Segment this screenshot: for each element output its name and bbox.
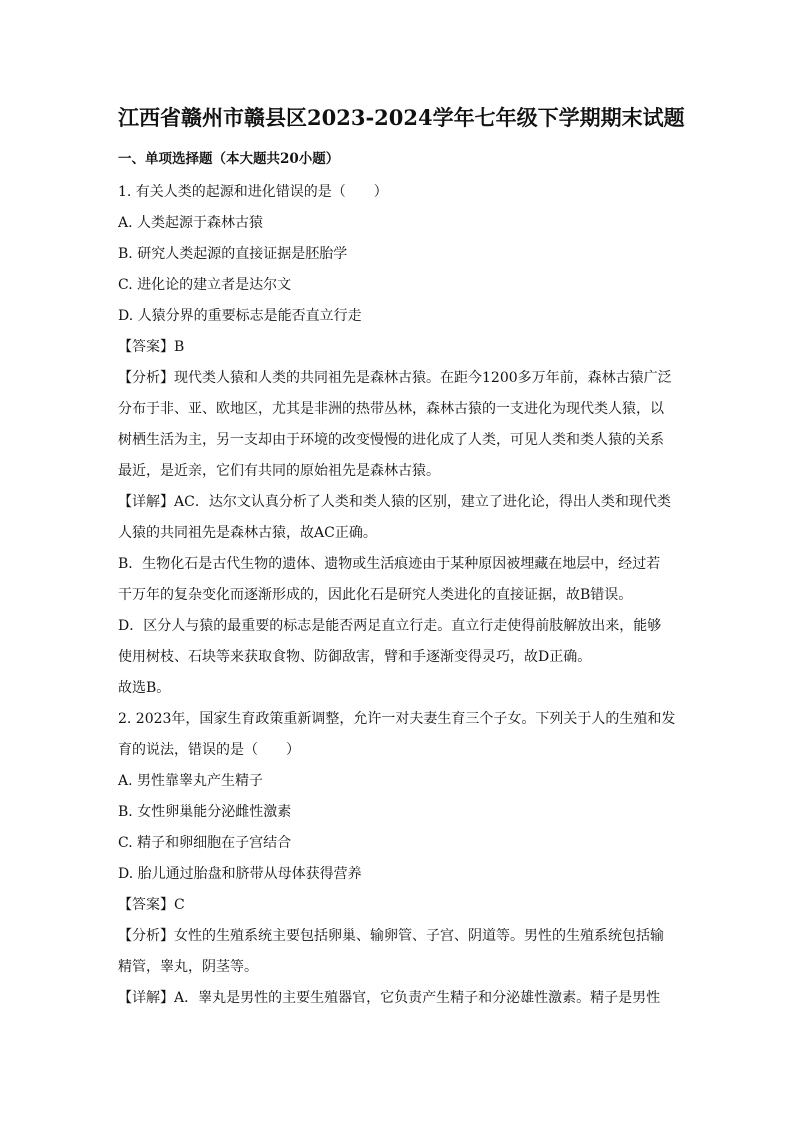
question-stem: 1. 有关人类的起源和进化错误的是（ ） — [118, 184, 388, 200]
option-b: B. 研究人类起源的直接证据是胚胎学 — [118, 246, 348, 262]
option-c: C. 进化论的建立者是达尔文 — [118, 277, 292, 293]
detail-line: 【详解】A．睾丸是男性的主要生殖器官，它负责产生精子和分泌雄性激素。精子是男性 — [118, 990, 661, 1006]
option-d: D. 胎儿通过胎盘和脐带从母体获得营养 — [118, 866, 362, 882]
question-stem: 2. 2023年，国家生育政策重新调整，允许一对夫妻生育三个子女。下列关于人的生殖和发 — [118, 711, 676, 727]
detail-line: 故选B。 — [118, 680, 171, 696]
detail-line: 【详解】AC．达尔文认真分析了人类和类人猿的区别，建立了进化论，得出人类和现代类 — [118, 494, 671, 510]
question-stem: 育的说法，错误的是（ ） — [118, 742, 300, 758]
detail-line: 使用树枝、石块等来获取食物、防御敌害，臂和手逐渐变得灵巧，故D正确。 — [118, 649, 592, 665]
option-a: A. 人类起源于森林古猿 — [118, 215, 264, 231]
answer-line: 【答案】B — [118, 339, 185, 355]
detail-line: B．生物化石是古代生物的遗体、遗物或生活痕迹由于某种原因被埋藏在地层中，经过若 — [118, 556, 661, 572]
detail-line: 干万年的复杂变化而逐渐形成的，因此化石是研究人类进化的直接证据，故B错误。 — [118, 587, 633, 603]
analysis-line: 最近，是近亲，它们有共同的原始祖先是森林古猿。 — [118, 463, 440, 479]
option-a: A. 男性靠睾丸产生精子 — [118, 773, 264, 789]
answer-line: 【答案】C — [118, 897, 185, 913]
option-d: D. 人猿分界的重要标志是能否直立行走 — [118, 308, 362, 324]
analysis-line: 【分析】女性的生殖系统主要包括卵巢、输卵管、子宫、阴道等。男性的生殖系统包括输 — [118, 928, 664, 944]
analysis-line: 【分析】现代类人猿和人类的共同祖先是森林古猿。在距今1200多万年前，森林古猿广泛 — [118, 370, 672, 386]
question-2 — [118, 704, 682, 1014]
detail-line: 人猿的共同祖先是森林古猿，故AC正确。 — [118, 525, 377, 541]
analysis-line: 树栖生活为主，另一支却由于环境的改变慢慢的进化成了人类，可见人类和类人猿的关系 — [118, 432, 664, 448]
section-title: 一、单项选择题（本大题共20小题） — [118, 151, 340, 167]
detail-line: D．区分人与猿的最重要的标志是能否两足直立行走。直立行走使得前肢解放出来，能够 — [118, 618, 662, 634]
analysis-line: 分布于非、亚、欧地区，尤其是非洲的热带丛林，森林古猿的一支进化为现代类人猿，以 — [118, 401, 664, 417]
analysis-line: 精管，睾丸，阴茎等。 — [118, 959, 258, 975]
document-title: 江西省赣州市赣县区2023-2024学年七年级下学期期末试题 — [118, 105, 685, 130]
option-c: C. 精子和卵细胞在子宫结合 — [118, 835, 292, 851]
question-1 — [118, 177, 682, 704]
option-b: B. 女性卵巢能分泌雌性激素 — [118, 804, 292, 820]
